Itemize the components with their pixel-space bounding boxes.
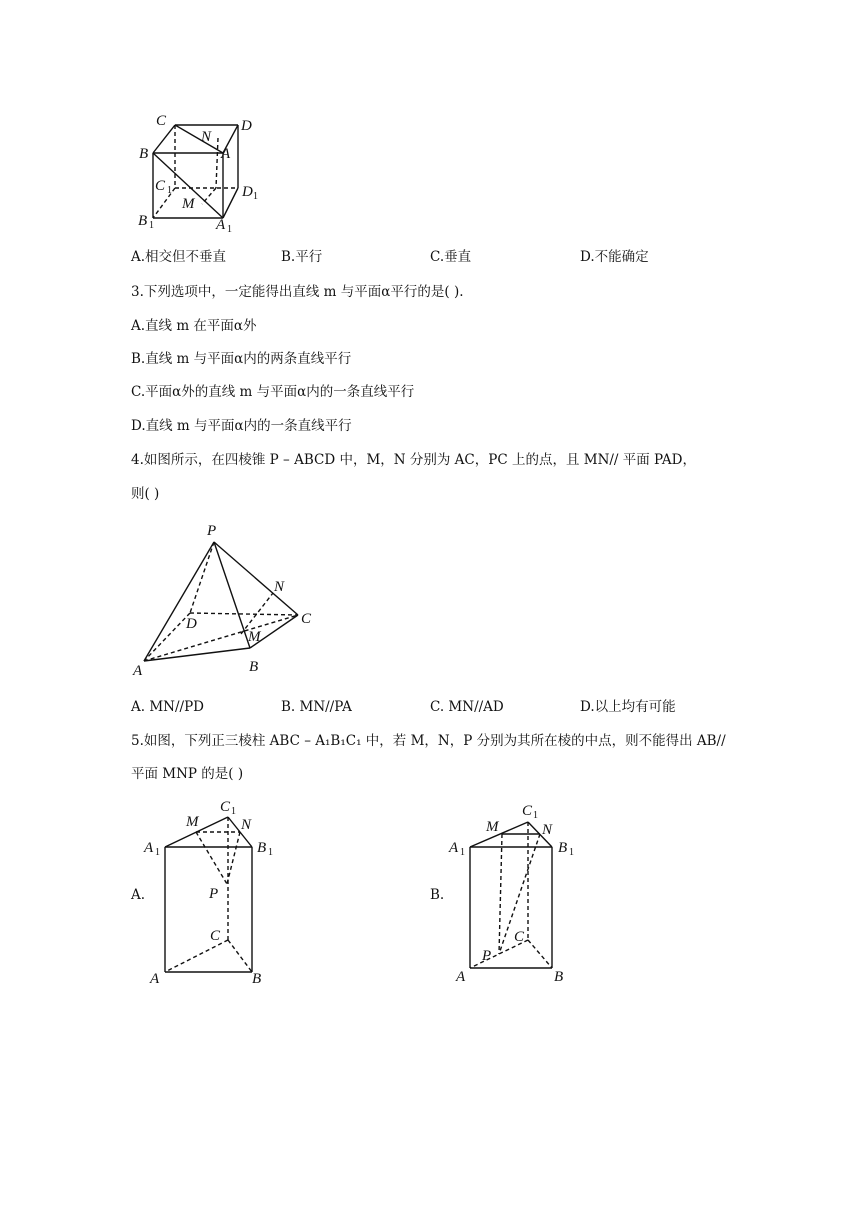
q3-option-a[interactable]: A.直线 m 在平面α外 xyxy=(131,318,257,334)
label-N: N xyxy=(241,817,252,833)
label-M: M xyxy=(182,196,195,212)
prism-b-figure xyxy=(440,794,590,989)
pyramid-figure xyxy=(130,518,330,680)
label-A1: A xyxy=(216,217,226,233)
label-M: M xyxy=(486,819,499,835)
q4-option-d[interactable]: D.以上均有可能 xyxy=(580,699,676,715)
label-C1-sub: 1 xyxy=(231,806,236,817)
label-N: N xyxy=(274,579,285,595)
label-B: B xyxy=(249,659,259,675)
label-C: C xyxy=(210,928,221,944)
label-A1-sub: 1 xyxy=(460,847,465,858)
label-C1: C xyxy=(155,178,166,194)
q3-option-d[interactable]: D.直线 m 与平面α内的一条直线平行 xyxy=(131,418,352,434)
q2-option-a[interactable]: A.相交但不垂直 xyxy=(131,249,227,265)
label-C1-sub: 1 xyxy=(533,810,538,821)
label-B1: B xyxy=(257,840,267,856)
label-A: A xyxy=(221,146,231,162)
label-P: P xyxy=(207,523,217,539)
label-B: B xyxy=(554,969,564,985)
q2-option-b[interactable]: B.平行 xyxy=(281,249,323,265)
q4-option-a[interactable]: A. MN//PD xyxy=(131,699,204,715)
label-B: B xyxy=(139,146,149,162)
q3-option-b[interactable]: B.直线 m 与平面α内的两条直线平行 xyxy=(131,351,352,367)
label-P: P xyxy=(209,886,219,902)
label-B1: B xyxy=(558,840,568,856)
label-N: N xyxy=(201,129,212,145)
label-A: A xyxy=(456,969,466,985)
label-C1: C xyxy=(522,803,533,819)
label-C: C xyxy=(156,113,167,129)
q3-stem: 3.下列选项中，一定能得出直线 m 与平面α平行的是( ). xyxy=(131,284,464,300)
q4-stem-line1: 4.如图所示，在四棱锥 P – ABCD 中，M，N 分别为 AC，PC 上的点，且 MN// 平面 PAD， xyxy=(131,452,696,468)
q5-option-b-label[interactable]: B. xyxy=(430,887,445,903)
q4-option-c[interactable]: C. MN//AD xyxy=(430,699,504,715)
label-B1-sub: 1 xyxy=(268,847,273,858)
label-B1-sub: 1 xyxy=(569,847,574,858)
q4-stem-line2: 则( ) xyxy=(131,486,160,502)
label-A1-sub: 1 xyxy=(155,847,160,858)
label-M: M xyxy=(186,814,199,830)
q2-option-c[interactable]: C.垂直 xyxy=(430,249,472,265)
label-B1: B xyxy=(138,213,148,229)
q4-option-b[interactable]: B. MN//PA xyxy=(281,699,352,715)
label-M: M xyxy=(248,629,261,645)
prism-a-figure xyxy=(140,794,280,989)
q3-option-c[interactable]: C.平面α外的直线 m 与平面α内的一条直线平行 xyxy=(131,384,415,400)
label-B: B xyxy=(252,971,262,987)
label-D: D xyxy=(186,616,197,632)
label-C: C xyxy=(514,929,525,945)
q2-option-d[interactable]: D.不能确定 xyxy=(580,249,649,265)
cube-figure xyxy=(130,108,270,238)
label-C1-sub: 1 xyxy=(167,185,172,196)
label-N: N xyxy=(542,822,553,838)
label-A: A xyxy=(150,971,160,987)
label-D: D xyxy=(241,118,252,134)
label-D1: D xyxy=(242,184,253,200)
label-P: P xyxy=(482,948,492,964)
label-C: C xyxy=(301,611,312,627)
label-D1-sub: 1 xyxy=(253,191,258,202)
label-B1-sub: 1 xyxy=(149,220,154,231)
label-A1: A xyxy=(144,840,154,856)
label-A1: A xyxy=(449,840,459,856)
q5-stem-line1: 5.如图，下列正三棱柱 ABC – A₁B₁C₁ 中，若 M，N，P 分别为其所在棱的中点，则不能得出 AB// xyxy=(131,733,726,749)
label-A1-sub: 1 xyxy=(227,224,232,235)
q5-option-a-label[interactable]: A. xyxy=(131,887,146,903)
q5-stem-line2: 平面 MNP 的是( ) xyxy=(131,766,244,782)
label-A: A xyxy=(133,663,143,679)
label-C1: C xyxy=(220,799,231,815)
